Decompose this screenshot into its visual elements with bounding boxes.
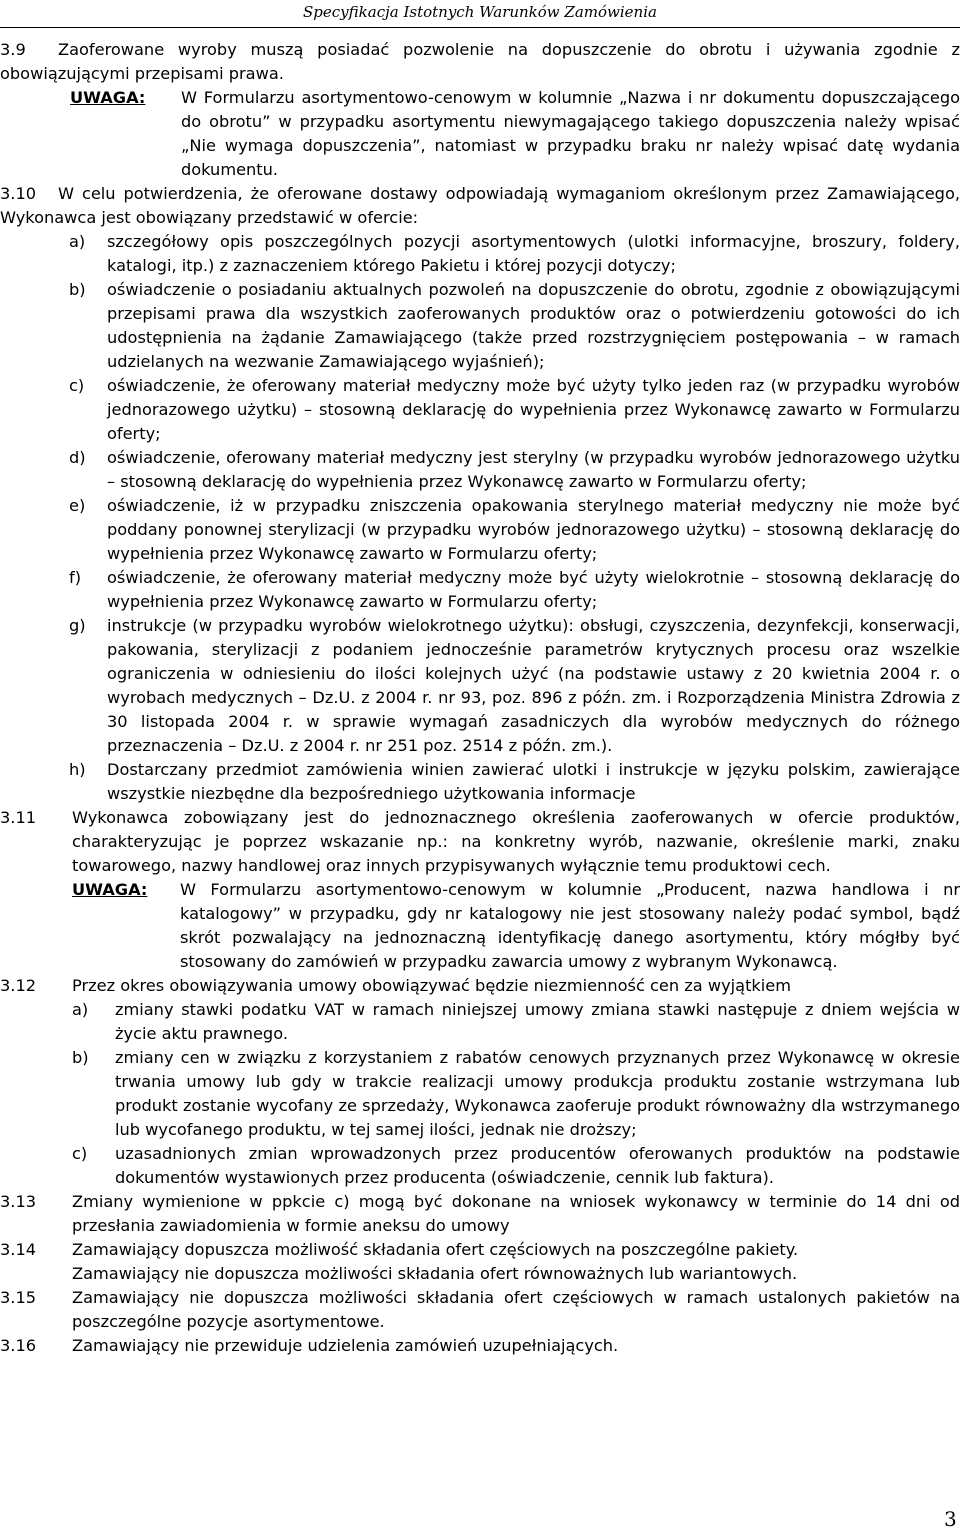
list-item: [0, 566, 960, 614]
section-number: 3.12: [0, 976, 37, 995]
item-letter: c): [69, 376, 85, 395]
page-header-title: Specyfikacja Istotnych Warunków Zamówienia: [303, 3, 657, 21]
item-letter: a): [72, 1000, 89, 1019]
list-item: [0, 278, 960, 374]
section-text: Zamawiający nie przewiduje udzielenia zamówień uzupełniających.: [72, 1336, 619, 1355]
section-3-14: [0, 1238, 960, 1286]
list-item: [0, 614, 960, 758]
item-text: oświadczenie, oferowany materiał medyczny jest sterylny (w przypadku wyrobów jednorazowego użytku – stosowną deklarację do wypełnienia przez Wykonawcę zawarto w Formularzu oferty;: [107, 448, 960, 491]
item-text: oświadczenie, że oferowany materiał medyczny może być użyty wielokrotnie – stosowną deklarację do wypełnienia przez Wykonawcę zawarto w Formularzu oferty;: [107, 568, 960, 611]
item-letter: f): [69, 568, 82, 587]
section-number: 3.13: [0, 1192, 37, 1211]
item-text: Dostarczany przedmiot zamówienia winien zawierać ulotki i instrukcje w języku polskim, zawierające wszystkie niezbędne dla bezpośredniego użytkowania informacje: [107, 760, 960, 803]
section-text: Przez okres obowiązywania umowy obowiązywać będzie niezmienność cen za wyjątkiem: [72, 976, 792, 995]
item-letter: b): [69, 280, 86, 299]
section-number: 3.14: [0, 1240, 37, 1259]
item-text: zmiany cen w związku z korzystaniem z rabatów cenowych przyznanych przez Wykonawcę w okresie trwania umowy lub gdy w trakcie realizacji umowy produkcja produktu zostanie wstrzymana lub produkt zostanie wycofany ze sprzedaży, Wykonawca zaoferuje produkt równoważny dla wstrzymanego lub wycofanego produktu, w tej samej ilości, jednak nie droższy;: [115, 1048, 960, 1139]
note-block: [72, 878, 960, 974]
section-3-11: [0, 806, 960, 974]
note-label: UWAGA:: [70, 88, 146, 107]
item-letter: h): [69, 760, 86, 779]
list-item: [0, 1046, 960, 1142]
page-number: 3: [944, 1507, 957, 1531]
section-number: 3.9: [0, 40, 26, 59]
section-number: 3.16: [0, 1336, 37, 1355]
item-text: oświadczenie o posiadaniu aktualnych pozwoleń na dopuszczenie do obrotu, zgodnie z obowiązującymi przepisami prawa dla wszystkich zaoferowanych produktów oraz o potwierdzeniu gotowości do ich udostępnienia na żądanie Zamawiającego (także przed rozstrzygnięciem postępowania – w ramach udzielanych na wezwanie Zamawiającego wyjaśnień);: [107, 280, 960, 371]
section-text-secondary: Zamawiający nie dopuszcza możliwości składania ofert równoważnych lub wariantowych.: [72, 1264, 798, 1283]
item-text: instrukcje (w przypadku wyrobów wielokrotnego użytku): obsługi, czyszczenia, dezynfekcji, konserwacji, pakowania, sterylizacji z podaniem jednocześnie parametrów krytycznych procesu oraz wszelkie ograniczenia w odniesieniu do ilości kolejnych użyć (na podstawie ustawy z 20 kwietnia 2004 r. o wyrobach medycznych – Dz.U. z 2004 r. nr 93, poz. 896 z późn. zm. i Rozporządzenia Ministra Zdrowia z 30 listopada 2004 r. w sprawie wymagań zasadniczych dla wyrobów medycznych do różnego przeznaczenia – Dz.U. z 2004 r. nr 251 poz. 2514 z późn. zm.).: [107, 616, 960, 755]
item-text: zmiany stawki podatku VAT w ramach niniejszej umowy zmiana stawki następuje z dniem wejścia w życie aktu prawnego.: [115, 1000, 960, 1043]
list-item: [0, 230, 960, 278]
item-letter: a): [69, 232, 86, 251]
list-item: [0, 1142, 960, 1190]
list-item: [0, 758, 960, 806]
section-text: Zaoferowane wyroby muszą posiadać pozwolenie na dopuszczenie do obrotu i używania zgodnie z obowiązującymi przepisami prawa.: [0, 40, 960, 83]
section-text: Zamawiający nie dopuszcza możliwości składania ofert częściowych w ramach ustalonych pakietów na poszczególne pozycje asortymentowe.: [72, 1288, 960, 1331]
note-text: W Formularzu asortymentowo-cenowym w kolumnie „Nazwa i nr dokumentu dopuszczającego do obrotu” w przypadku asortymentu niewymagającego takiego dopuszczenia należy wpisać „Nie wymaga dopuszczenia”, natomiast w przypadku braku nr należy wpisać datę wydania dokumentu.: [181, 88, 960, 179]
item-text: uzasadnionych zmian wprowadzonych przez producentów oferowanych produktów na podstawie dokumentów wystawionych przez producenta (oświadczenie, cennik lub faktura).: [115, 1144, 960, 1187]
item-text: oświadczenie, że oferowany materiał medyczny może być użyty tylko jeden raz (w przypadku wyrobów jednorazowego użytku) – stosowną deklarację do wypełnienia przez Wykonawcę zawarto w Formularzu oferty;: [107, 376, 960, 443]
note-text: W Formularzu asortymentowo-cenowym w kolumnie „Producent, nazwa handlowa i nr katalogowy” w przypadku, gdy nr katalogowy nie jest stosowany należy podać symbol, bądź skrót pozwalający na jednoznaczną identyfikację danego asortymentu, który mógłby być stosowany do zamówień w przypadku zawarcia umowy z wybranym Wykonawcą.: [180, 880, 960, 971]
item-list: [0, 998, 960, 1190]
section-3-15: [0, 1286, 960, 1334]
item-letter: b): [72, 1048, 89, 1067]
section-text: Zmiany wymienione w ppkcie c) mogą być dokonane na wniosek wykonawcy w terminie do 14 dni od przesłania zawiadomienia w formie aneksu do umowy: [72, 1192, 960, 1235]
section-text: Zamawiający dopuszcza możliwość składania ofert częściowych na poszczególne pakiety.: [72, 1240, 799, 1259]
item-letter: c): [72, 1144, 88, 1163]
section-3-10: [0, 182, 960, 806]
list-item: [0, 998, 960, 1046]
list-item: [0, 374, 960, 446]
item-text: oświadczenie, iż w przypadku zniszczenia opakowania sterylnego materiał medyczny nie może być poddany ponownej sterylizacji (w przypadku wyrobów jednorazowego użytku) – stosowną deklarację do wypełnienia przez Wykonawcę zawarto w Formularzu oferty;: [107, 496, 960, 563]
header-rule: [0, 27, 960, 28]
item-letter: e): [69, 496, 86, 515]
list-item: [0, 494, 960, 566]
item-letter: d): [69, 448, 86, 467]
section-number: 3.10: [0, 184, 37, 203]
note-block: [70, 86, 960, 182]
list-item: [0, 446, 960, 494]
section-text: W celu potwierdzenia, że oferowane dostawy odpowiadają wymaganiom określonym przez Zamawiającego, Wykonawca jest obowiązany przedstawić w ofercie:: [0, 184, 960, 227]
section-number: 3.11: [0, 808, 37, 827]
item-letter: g): [69, 616, 86, 635]
section-3-12: [0, 974, 960, 1190]
document-body: [0, 38, 960, 1358]
section-3-9: [0, 38, 960, 182]
item-text: szczegółowy opis poszczególnych pozycji asortymentowych (ulotki informacyjne, broszury, foldery, katalogi, itp.) z zaznaczeniem którego Pakietu i której pozycji dotyczy;: [107, 232, 960, 275]
section-number: 3.15: [0, 1288, 37, 1307]
note-label: UWAGA:: [72, 880, 148, 899]
section-text: Wykonawca zobowiązany jest do jednoznacznego określenia zaoferowanych w ofercie produktów, charakteryzując je poprzez wskazanie np.: na konkretny wyrób, nazwanie, określenie marki, znaku towarowego, nazwy handlowej oraz innych przypisywanych wyłącznie temu produktowi cech.: [72, 808, 960, 875]
section-3-13: [0, 1190, 960, 1238]
section-3-16: [0, 1334, 960, 1358]
item-list: [0, 230, 960, 806]
